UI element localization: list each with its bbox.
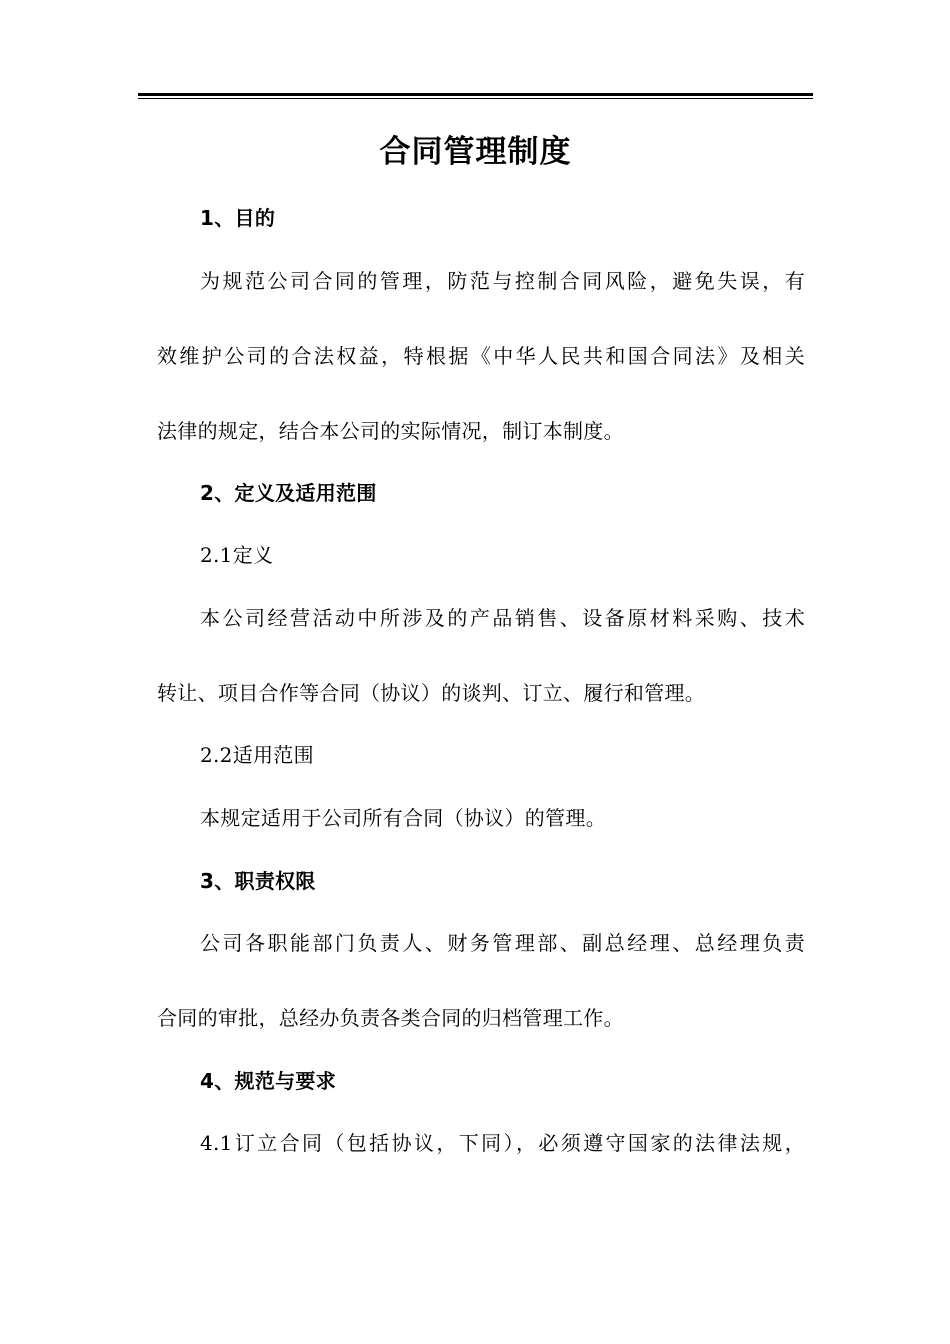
document-title: 合同管理制度 [379, 134, 572, 170]
paragraph-line: 转让、项目合作等合同（协议）的谈判、订立、履行和管理。 [157, 681, 706, 705]
paragraph-line: 为规范公司合同的管理，防范与控制合同风险，避免失误，有 [200, 269, 805, 293]
paragraph-line: 公司各职能部门负责人、财务管理部、副总经理、总经理负责 [200, 931, 805, 955]
paragraph-line: 4.1订立合同（包括协议，下同），必须遵守国家的法律法规， [200, 1131, 805, 1155]
section-heading-purpose: 1、目的 [200, 206, 276, 230]
paragraph-line: 法律的规定，结合本公司的实际情况，制订本制度。 [157, 419, 624, 443]
paragraph-line: 本公司经营活动中所涉及的产品销售、设备原材料采购、技术 [200, 606, 805, 630]
section-heading-definition-scope: 2、定义及适用范围 [200, 481, 377, 505]
subsection-heading-definition: 2.1定义 [200, 543, 274, 567]
subsection-heading-scope: 2.2适用范围 [200, 743, 314, 767]
paragraph-line: 效维护公司的合法权益，特根据《中华人民共和国合同法》及相关 [157, 344, 805, 368]
rule-thick [138, 93, 813, 96]
paragraph-line: 合同的审批，总经办负责各类合同的归档管理工作。 [157, 1006, 624, 1030]
rule-thin [138, 98, 813, 99]
paragraph-line: 本规定适用于公司所有合同（协议）的管理。 [200, 806, 606, 830]
section-heading-requirements: 4、规范与要求 [200, 1069, 337, 1093]
section-heading-responsibilities: 3、职责权限 [200, 869, 316, 893]
